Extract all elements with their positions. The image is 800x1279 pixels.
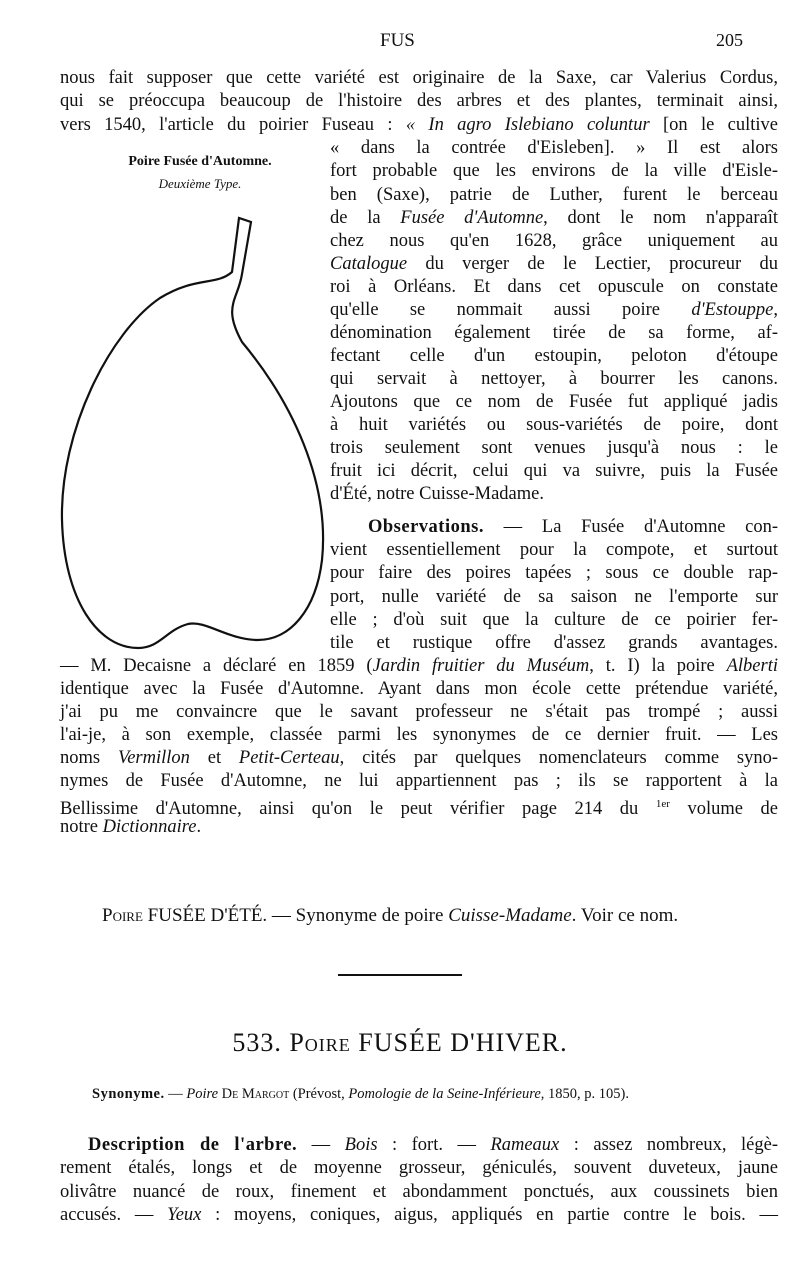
text-segment: — <box>297 1135 345 1155</box>
text-line <box>330 253 778 275</box>
text-line <box>60 701 778 723</box>
text-line <box>330 299 778 321</box>
text-line <box>330 437 778 459</box>
text-segment: rement étalés, longs et de moyenne grosseur, géniculés, souvent duveteux, jaune <box>60 1158 778 1178</box>
text-segment: dénomination également tirée de sa forme, af- <box>330 323 778 343</box>
synonyme-segment: De Margot <box>221 1086 290 1102</box>
text-segment: Vermillon <box>117 748 190 768</box>
text-segment: — M. Decaisne a déclaré en 1859 ( <box>60 656 373 676</box>
text-line <box>60 655 778 677</box>
text-line <box>60 770 778 792</box>
text-segment: nous fait supposer que cette variété est originaire de la Saxe, car Valerius Cordus, <box>60 68 778 88</box>
text-segment: Bellissime d'Automne, ainsi qu'on le peut vérifier page 214 du <box>60 799 656 820</box>
text-segment: Cuisse-Madame <box>448 905 572 926</box>
text-segment: notre <box>60 817 103 837</box>
text-line <box>60 114 778 136</box>
text-segment: volume de <box>669 799 778 820</box>
text-line <box>330 562 778 584</box>
text-segment: Bois <box>344 1135 378 1155</box>
text-segment: , dont le nom n'apparaît <box>543 208 778 228</box>
text-segment: Fusée d'Automne <box>400 208 544 228</box>
text-segment: Yeux <box>167 1205 202 1225</box>
text-segment: — La Fusée d'Automne con- <box>483 517 778 537</box>
text-line <box>330 230 778 252</box>
running-header: FUS <box>380 30 415 51</box>
text-segment: qu'elle se nommait aussi poire <box>330 300 692 320</box>
text-segment: nymes de Fusée d'Automne, ne lui appartiennent pas ; ils se rapportent à la <box>60 771 778 791</box>
text-segment: : moyens, coniques, aigus, appliqués en partie contre le bois. — <box>201 1205 778 1225</box>
synonyme-segment: Synonyme. <box>92 1086 165 1102</box>
text-segment: [on le cultive <box>649 115 779 135</box>
text-line <box>330 391 778 413</box>
text-segment: . Voir ce nom. <box>571 905 679 926</box>
text-segment: identique avec la Fusée d'Automne. Ayant dans mon école cette prétendue variété, <box>60 679 778 699</box>
text-segment: 1er <box>655 798 670 810</box>
text-segment: olivâtre nuancé de roux, finement et abondamment ponctués, aux coussinets bien <box>60 1182 778 1202</box>
text-line <box>330 483 778 505</box>
text-segment: Catalogue <box>330 254 408 274</box>
text-line <box>60 90 778 112</box>
text-line <box>330 276 778 298</box>
text-segment: « dans la contrée d'Eisleben]. » Il est alors <box>330 138 778 158</box>
text-segment: vient essentiellement pour la compote, et surtout <box>330 540 778 560</box>
text-segment: noms <box>60 748 118 768</box>
page-number: 205 <box>716 30 743 50</box>
text-line <box>60 678 778 700</box>
text-line <box>330 414 778 436</box>
text-segment: Poire <box>102 905 143 926</box>
text-segment: Observations. <box>368 517 484 537</box>
text-segment: d'Été, notre Cuisse-Madame. <box>330 484 544 504</box>
text-segment: l'ai-je, à son exemple, classée parmi les synonymes de ce dernier fruit. — Les <box>60 725 778 745</box>
text-segment: vers 1540, l'article du poirier Fuseau : <box>60 115 406 135</box>
text-segment: accusés. — <box>60 1205 168 1225</box>
text-segment: tile et rustique offre d'assez grands avantages. <box>330 633 778 653</box>
heading-number: 533. <box>232 1028 282 1057</box>
text-segment: Dictionnaire <box>102 817 197 837</box>
text-segment: FUSÉE D'ÉTÉ. — Synonyme de poire <box>142 905 449 926</box>
text-segment: : fort. — <box>377 1135 491 1155</box>
text-line <box>330 368 778 390</box>
text-segment: . <box>196 817 202 837</box>
text-line <box>330 345 778 367</box>
text-segment: , t. I) la poire <box>589 656 727 676</box>
text-segment: qui se préoccupa beaucoup de l'histoire des arbres et des plantes, terminait ainsi, <box>60 91 778 111</box>
figure-caption: Poire Fusée d'Automne. <box>128 154 272 169</box>
text-segment: , <box>773 300 778 320</box>
figure-subcaption: Deuxième Type. <box>158 176 242 191</box>
text-segment: Ajoutons que ce nom de Fusée fut appliqué jadis <box>330 392 778 412</box>
text-segment: Alberti <box>726 656 778 676</box>
text-line <box>368 516 778 538</box>
text-line <box>88 1134 778 1156</box>
text-line <box>330 460 778 482</box>
text-segment: à huit variétés ou sous-variétés de poire, dont <box>330 415 778 435</box>
section-divider <box>338 974 462 976</box>
text-line <box>330 184 778 206</box>
text-line <box>60 67 778 89</box>
section-heading <box>0 1028 800 1058</box>
text-segment: port, nulle variété de sa saison ne l'emporte sur <box>330 587 778 607</box>
text-line <box>60 724 778 746</box>
heading-title: FUSÉE D'HIVER. <box>358 1028 568 1057</box>
text-line <box>330 632 778 654</box>
text-segment: « In agro Islebiano coluntur <box>405 115 650 135</box>
text-segment: de la <box>330 208 401 228</box>
text-segment: fort probable que les environs de la ville d'Eisle- <box>330 161 778 181</box>
text-segment: Description de l'arbre. <box>88 1135 298 1155</box>
text-line <box>330 207 778 229</box>
text-segment: : assez nombreux, légè- <box>559 1135 778 1155</box>
text-segment: d'Estouppe <box>691 300 774 320</box>
text-segment: elle ; d'où suit que la culture de ce poirier fer- <box>330 610 778 630</box>
text-segment: j'ai pu me convaincre que le savant professeur ne s'était pas trompé ; aussi <box>60 702 778 722</box>
text-line <box>330 322 778 344</box>
text-segment: fruit ici décrit, celui qui va suivre, puis la Fusée <box>330 461 778 481</box>
text-segment: du verger de le Lectier, procureur du <box>407 254 778 274</box>
text-line <box>330 137 778 159</box>
text-segment: pour faire des poires tapées ; sous ce double rap- <box>330 563 778 583</box>
synonyme-segment: (Prévost, <box>289 1086 349 1102</box>
text-line <box>60 1181 778 1203</box>
text-segment: roi à Orléans. Et dans cet opuscule on constate <box>330 277 778 297</box>
text-segment: qui servait à nettoyer, à bourrer les canons. <box>330 369 778 389</box>
synonyme-segment: , 1850, p. 105). <box>540 1086 629 1102</box>
synonyme-segment: Pomologie de la Seine-Inférieure <box>348 1086 541 1102</box>
synonyme-segment: — <box>164 1086 187 1102</box>
text-segment: Rameaux <box>490 1135 560 1155</box>
text-segment: chez nous qu'en 1628, grâce uniquement au <box>330 231 778 251</box>
text-segment: et <box>189 748 239 768</box>
text-segment: Jardin fruitier du Muséum <box>372 656 590 676</box>
text-line <box>60 1204 778 1226</box>
text-line <box>330 609 778 631</box>
text-line <box>60 1157 778 1179</box>
heading-prefix: Poire <box>289 1028 351 1057</box>
text-segment: , cités par quelques nomenclateurs comme syno- <box>339 748 778 768</box>
text-segment: trois seulement sont venues jusqu'à nous : le <box>330 438 778 458</box>
text-line <box>102 905 722 927</box>
text-line <box>330 586 778 608</box>
text-line <box>330 160 778 182</box>
synonyme-segment: Poire <box>186 1086 222 1102</box>
text-line <box>60 816 778 838</box>
text-segment: fectant celle d'un estoupin, peloton d'étoupe <box>330 346 778 366</box>
text-line <box>60 747 778 769</box>
text-segment: Petit-Certeau <box>238 748 340 768</box>
text-segment: ben (Saxe), patrie de Luther, furent le berceau <box>330 185 778 205</box>
synonyme-line <box>92 1086 629 1103</box>
text-line <box>330 539 778 561</box>
